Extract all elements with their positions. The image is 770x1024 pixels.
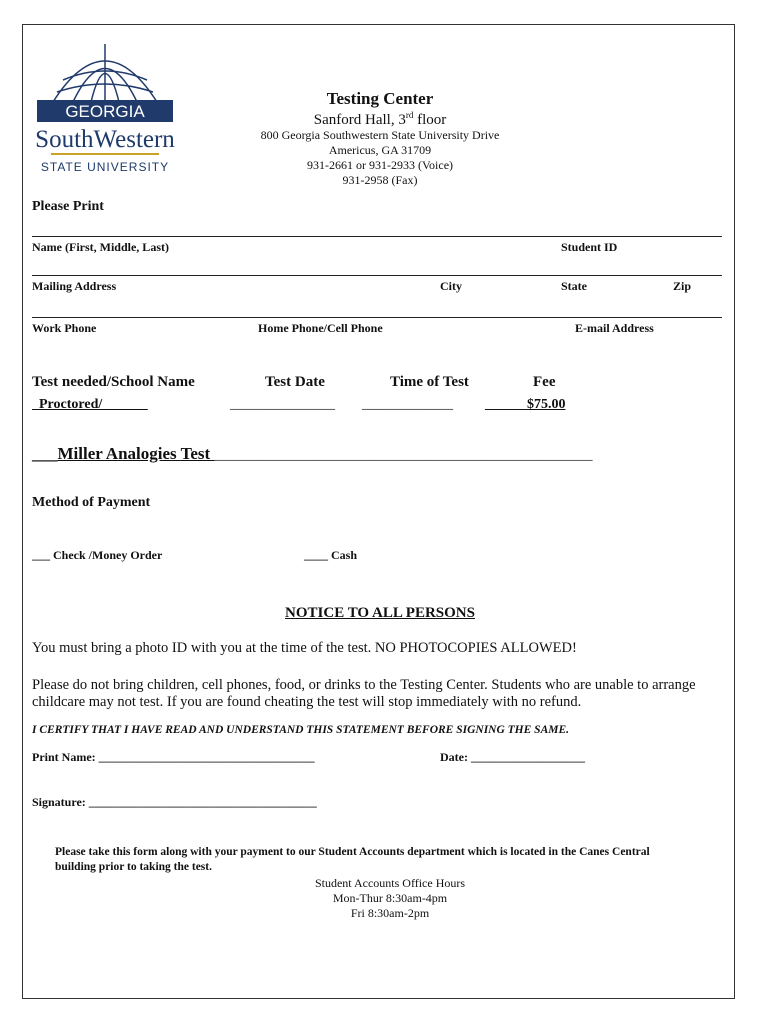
name-field-line[interactable] [32,236,722,237]
address-field-line[interactable] [32,275,722,276]
hours-title: Student Accounts Office Hours [314,876,466,890]
cash-option[interactable]: ____ Cash [304,548,358,562]
phone-line: 931-2661 or 931-2933 (Voice) [306,158,454,172]
fee-header: Fee [533,374,556,390]
selected-test-line: ___Miller Analogies Test ______________________________________________________ [32,444,593,463]
time-of-test-header: Time of Test [390,374,469,390]
test-date-header: Test Date [265,374,325,390]
test-needed-value[interactable]: Proctored/ [32,397,148,412]
mailing-address-label: Mailing Address [32,279,117,293]
phone-field-line[interactable] [32,317,722,318]
fax-line: 931-2958 (Fax) [342,173,418,187]
home-phone-label: Home Phone/Cell Phone [258,321,383,335]
zip-label: Zip [673,279,692,293]
logo-line1: GEORGIA [65,102,145,121]
date-field[interactable]: Date: ___________________ [440,750,585,764]
print-name-field[interactable]: Print Name: ____________________________________ [32,750,315,764]
page-title: Testing Center [326,89,434,108]
logo-line2: SouthWestern [35,126,175,153]
instruction-line1: Please take this form along with your payment to our Student Accounts department which is located in the Canes Central [55,846,650,858]
photo-id-notice: You must bring a photo ID with you at the time of the test. NO PHOTOCOPIES ALLOWED! [32,640,577,656]
work-phone-label: Work Phone [32,321,97,335]
address-line2: Americus, GA 31709 [328,143,432,157]
instruction-line2: building prior to taking the test. [55,861,212,873]
state-label: State [561,279,587,293]
address-line1: 800 Georgia Southwestern State University Drive [260,128,500,142]
please-print-heading: Please Print [32,199,104,214]
test-needed-header: Test needed/School Name [32,374,195,390]
student-id-label: Student ID [561,240,618,254]
city-label: City [440,279,462,293]
building-line: Sanford Hall, 3rd floor [313,110,447,128]
certify-statement: I CERTIFY THAT I HAVE READ AND UNDERSTAND THIS STATEMENT BEFORE SIGNING THE SAME. [32,724,570,736]
university-logo [33,40,177,180]
fee-value: ______$75.00 [485,397,566,412]
logo-line3: STATE UNIVERSITY [40,160,170,174]
test-date-value[interactable]: _______________ [230,397,335,412]
signature-field[interactable]: Signature: ______________________________________ [32,795,317,809]
notice-heading: NOTICE TO ALL PERSONS [285,605,475,621]
rules-notice-line1: Please do not bring children, cell phones, food, or drinks to the Testing Center. Students who are unable to arrange [32,677,696,693]
payment-heading: Method of Payment [32,495,151,510]
hours-mon-thur: Mon-Thur 8:30am-4pm [332,891,448,905]
name-label: Name (First, Middle, Last) [32,240,169,254]
check-money-order-option[interactable]: ___ Check /Money Order [32,548,163,562]
rules-notice-line2: childcare may not test. If you are found cheating the test will stop immediately with no refund. [32,694,582,710]
email-label: E-mail Address [575,321,654,335]
hours-fri: Fri 8:30am-2pm [350,906,430,920]
time-of-test-value[interactable]: _____________ [362,397,453,412]
